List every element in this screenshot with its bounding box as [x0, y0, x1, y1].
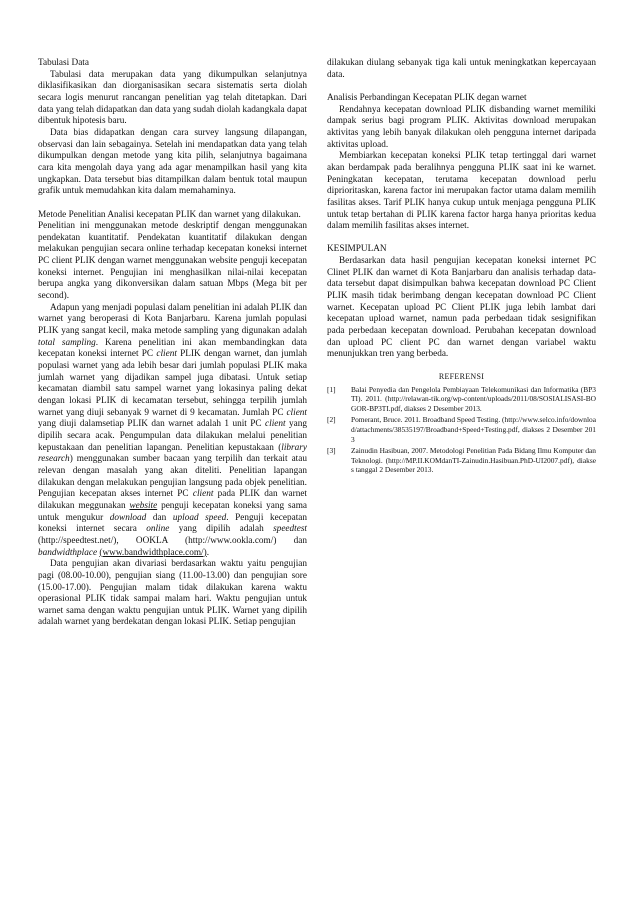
reference-item [327, 415, 596, 444]
paragraph: Berdasarkan data hasil pengujian kecepatan koneksi internet PC Clinet PLIK dan warnet di Kota Banjarbaru dan analisis terhadap data-data tersebut dapat disimpulkan bahwa kecepatan download PC Client PLIK masih tidak berimbang dengan kecepatan download PC Client warnet. Kecepatan upload PC Client PLIK juga lebih lambat dari kecepatan upload warnet, namun pada perbedaan tidak sesignifikan pada perbedaan kecepatan download. Perubahan kecepatan download dan upload PC client PC dan warnet dengan variabel waktu menunjukkan tren yang berbeda. [327, 256, 596, 360]
text-run: dan [146, 512, 173, 523]
italic-term: speedtest [273, 524, 307, 535]
paragraph: Membiarkan kecepatan koneksi PLIK tetap tertinggal dari warnet akan berdampak pada beralihnya pengguna PLIK saat ini ke warnet. Peningkatan kecepatan, terutama kecepatan download perlu diprioritaskan, karena factor ini merupakan factor utama dalam memilih fasilitas akses. Tarif PLIK hanya cukup untuk menjaga pengguna PLIK untuk tetap bertahan di PLIK karena factor harga hanya prioritas kedua dalam memilih fasilitas akses internet. [327, 151, 596, 232]
italic-term: client [156, 349, 177, 360]
text-run: ) menggunakan sumber bacaan yang terpilih dan terkait atau relevan dengan masalah yang akan diteliti. Penelitian lapangan dilakukan dengan melakukan pengujian langsung pada objek penelitian. Pengujian kecepatan akses internet PC [38, 454, 307, 500]
text-run: pada PLIK dan warnet dilakukan meggunakan [38, 489, 307, 511]
italic-term: download [109, 512, 147, 523]
text-run: penguji kecepatan koneksi yang sama untuk mengukur [38, 500, 307, 523]
text-run: yang dipilih secara acak. Pengumpulan data dilakukan melalui penelitian kepustakaan dan penelitian lapangan. Penelitian kepustakaan ( [38, 419, 307, 453]
text-run: yang dipilih adalah [169, 524, 274, 535]
reference-number: [2] [327, 415, 336, 425]
reference-item [327, 446, 596, 475]
paragraph [38, 303, 307, 559]
italic-term: website [129, 500, 158, 511]
section-heading-kesimpulan: KESIMPULAN [327, 244, 387, 255]
reference-text: Pomerant, Bruce. 2011. Broadband Speed Testing. (http://www.selco.info/download/attachments/38535197/Broadband+Speed+Testing.pdf, diakses 2 Desember 2013 [351, 415, 596, 444]
italic-term: bandwidthplace [38, 547, 98, 558]
text-run: Adapun yang menjadi populasi dalam penelitian ini adalah PLIK dan warnet yang beroperasi di Kota Banjarbaru. Karena jumlah populasi PLIK yang sangat kecil, maka metode sampling yang digunakan adalah [38, 302, 307, 337]
paragraph: Data pengujian akan divariasi berdasarkan waktu yaitu pengujian pagi (08.00-10.00), pengujian siang (11.00-13.00) dan pengujian sore (15.00-17.00). Pengujian malam tidak dilakukan karena waktu operasional PLIK tidak sampai malam hari. Waktu pengujian untuk warnet sama dengan waktu pengujian untuk PLIK. Warnet yang dipilih adalah warnet yang berdekatan dengan lokasi PLIK. Setiap pengujian [38, 559, 307, 628]
reference-number: [3] [327, 446, 336, 456]
text-run: . Karena penelitian ini akan membandingkan data kecepatan koneksi internet PC [38, 337, 307, 360]
italic-term: client [192, 489, 214, 500]
section-heading-analisis: Analisis Perbandingan Kecepatan PLIK degan warnet [327, 92, 527, 103]
url-link[interactable]: (www.bandwidthplace.com/) [99, 547, 207, 558]
text-run: yang diuji dalamsetiap PLIK dan warnet adalah 1 unit PC [38, 419, 266, 430]
reference-item [327, 385, 596, 414]
section-heading-metode: Metode Penelitian Analisi kecepatan PLIK dan warnet yang dilakukan. [38, 209, 301, 220]
reference-number: [1] [327, 384, 336, 394]
paragraph: Penelitian ini menggunakan metode deskriptif dengan menggunakan pendekatan kuantitatif. Pendekatan kuantitatif dilakukan dengan melakukan pengujian secara online terhadap kecepatan koneksi internet PC client PLIK dengan warnet menggunakan website penguji kecepatan koneksi internet. Pengujian ini menghasilkan nilai-nilai kecepatan berupa angka yang dikonversikan dalam satuan Mbps (Mega bit per second). [38, 221, 307, 302]
text-run: PLIK dengan warnet, dan jumlah populasi warnet yang ada lebih besar dari jumlah populasi PLIK maka jumlah warnet yang dijadikan sampel juga dibatasi. Untuk setiap kecamatan diambil satu sampel warnet yang lokasinya paling dekat dengan lokasi PLIK di kecamatan tersebut, sehingga terpilih jumlah warnet yang diuji sebanyak 9 warnet di 9 kecamatan. Jumlah PC [38, 349, 307, 418]
left-column [38, 58, 307, 629]
paragraph: Tabulasi data merupakan data yang dikumpulkan selanjutnya diklasifikasikan dan diorganisasikan secara sistematis serta diolah secara logis menurut rancangan penelitian yag telah ditetapkan. Dari data yang telah didapatkan dan data yang sudah diolah kadangkala dapat dibentuk hipotesis baru. [38, 69, 307, 127]
italic-term: client [265, 419, 286, 430]
italic-term: library research [38, 442, 307, 465]
paragraph: dilakukan diulang sebanyak tiga kali untuk meningkatkan kepercayaan data. [327, 58, 596, 80]
italic-term: upload speed [172, 512, 227, 523]
text-run: . Penguji kecepatan koneksi internet secara [38, 512, 308, 535]
reference-text: Zainudin Hasibuan, 2007. Metodologi Penelitian Pada Bidang Ilmu Komputer dan Teknologi. (http://MP.II.KOMdanTI-Zainudin.Hasibuan.PhD-UI2007.pdf), diakses tanggal 2 Desember 2013. [351, 446, 596, 475]
text-run: . [206, 547, 210, 558]
italic-term: total sampling [38, 337, 96, 348]
reference-text: Balai Penyedia dan Pengelola Pembiayaan Telekomunikasi dan Informatika (BP3TI). 2011. (http://relawan-tik.org/wp-content/uploads/2011/08/SOSIALISASI-BOGOR-BP3TI.pdf, diakses 2 Desember 2013. [351, 384, 596, 413]
paragraph: Data bias didapatkan dengan cara survey langsung dilapangan, observasi dan lain sebagainya. Setelah ini mendapatkan data yang telah dikumpulkan dengan metode yang kita pilih, selanjutnya bagaimana cara kita mengolah daya yang ada agar menampilkan hasil yang kita ungkapkan. Data tersebut bias ditampilkan dalam bentuk total maupun grafik untuk memudahkan kita dalam memahaminya. [38, 127, 307, 197]
italic-term: online [146, 524, 170, 535]
italic-term: client [286, 407, 307, 418]
references-list [327, 385, 596, 475]
section-heading-tabulasi: Tabulasi Data [38, 58, 89, 68]
paragraph: Rendahnya kecepatan download PLIK disbanding warnet memiliki dampak serius bagi program PLIK. Aktivitas download merupakan aktivitas yang lebih banyak dilakukan oleh pengguna internet daripada aktivitas upload. [327, 104, 596, 150]
text-run: (http://speedtest.net/), OOKLA (http://www.ookla.com/) dan [38, 535, 307, 546]
references-heading: REFERENSI [438, 372, 485, 382]
right-column [327, 58, 596, 475]
